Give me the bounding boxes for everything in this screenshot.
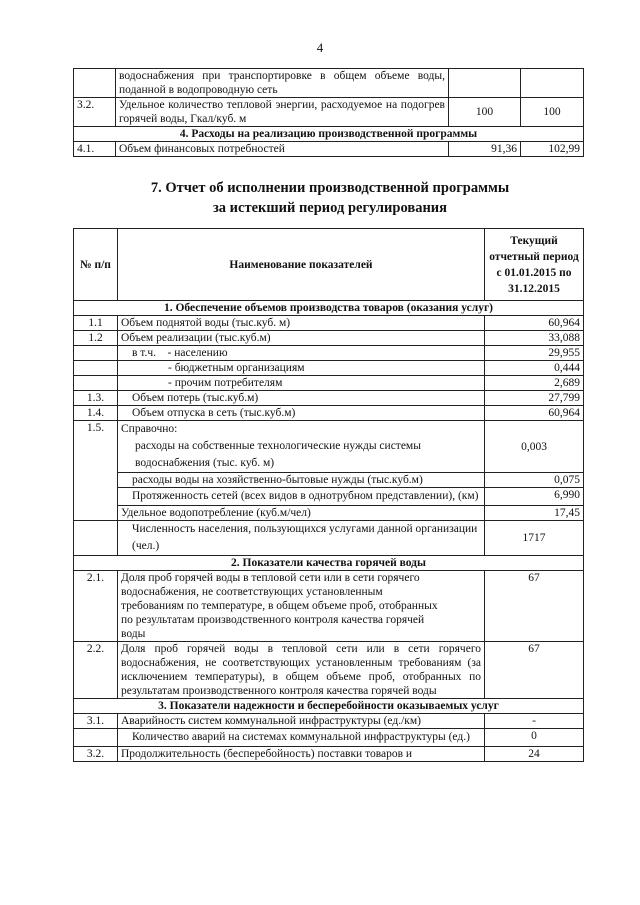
row-num: 4.1. <box>74 142 116 157</box>
row-num <box>74 346 118 361</box>
row-name: Объем финансовых потребностей <box>116 142 449 157</box>
section-row <box>74 556 584 571</box>
table-row <box>74 747 584 762</box>
row-value <box>449 69 521 98</box>
page-number: 4 <box>316 40 324 55</box>
row-value <box>521 69 584 98</box>
section-row <box>74 699 584 714</box>
row-value: 100 <box>521 98 584 127</box>
row-name: Объем поднятой воды (тыс.куб. м) <box>118 316 485 331</box>
row-name: Объем отпуска в сеть (тыс.куб.м) <box>118 406 485 421</box>
table-row <box>74 488 584 506</box>
row-num <box>74 521 118 556</box>
table-row <box>74 69 584 98</box>
row-num: 3.2. <box>74 98 116 127</box>
row-num: 2.1. <box>74 571 118 642</box>
section-title: 3. Показатели надежности и бесперебойности оказываемых услуг <box>74 699 584 714</box>
table-row <box>74 316 584 331</box>
table-row <box>74 361 584 376</box>
row-name: - бюджетным организациям <box>118 361 485 376</box>
top-table <box>73 68 584 157</box>
table-row <box>74 98 584 127</box>
row-value: 2,689 <box>485 376 584 391</box>
row-name: водоснабжения при транспортировке в общем объеме воды, поданной в водопроводную сеть <box>116 69 449 98</box>
section-row <box>74 127 584 142</box>
row-value: 67 <box>485 642 584 699</box>
row-name: в т.ч. - населению <box>118 346 485 361</box>
row-name <box>118 421 485 473</box>
section-heading <box>0 178 640 218</box>
table-row <box>74 571 584 642</box>
table-row <box>74 473 584 488</box>
row-num: 2.2. <box>74 642 118 699</box>
table-row <box>74 714 584 729</box>
row-name: Продолжительность (бесперебойность) поставки товаров и <box>118 747 485 762</box>
row-value: 60,964 <box>485 316 584 331</box>
row-value: 102,99 <box>521 142 584 157</box>
row-num <box>74 361 118 376</box>
header-period: Текущий отчетный период с 01.01.2015 по 31.12.2015 <box>485 229 584 301</box>
row-value: 0,075 <box>485 473 584 488</box>
row-name: Численность населения, пользующихся услугами данной организации (чел.) <box>118 521 485 556</box>
row-num <box>74 69 116 98</box>
table-row <box>74 331 584 346</box>
table-row <box>74 729 584 747</box>
main-table <box>73 228 584 762</box>
table-row <box>74 376 584 391</box>
own-needs-label: расходы на собственные технологические нужды системы водоснабжения (тыс. куб. м) <box>135 440 421 469</box>
row-value: 27,799 <box>485 391 584 406</box>
row-name: Удельное водопотребление (куб.м/чел) <box>118 506 485 521</box>
header-name: Наименование показателей <box>118 229 485 301</box>
row-name: расходы воды на хозяйственно-бытовые нужды (тыс.куб.м) <box>118 473 485 488</box>
table-row <box>74 142 584 157</box>
table-row <box>74 421 584 473</box>
header-row <box>74 229 584 301</box>
row-num: 1.4. <box>74 406 118 421</box>
row-value: 91,36 <box>449 142 521 157</box>
row-num <box>74 729 118 747</box>
heading-line-2: за истекший период регулирования <box>212 200 448 216</box>
row-name: Доля проб горячей воды в тепловой сети или в сети горячего водоснабжения, не соответствующих установленным требованиям (за исключением температуры), в общем объеме проб, отобранных по результатам производственного контроля качества горячей воды <box>118 642 485 699</box>
row-value: 24 <box>485 747 584 762</box>
row-name: Протяженность сетей (всех видов в однотрубном представлении), (км) <box>118 488 485 506</box>
row-name: Объем потерь (тыс.куб.м) <box>118 391 485 406</box>
row-num: 1.3. <box>74 391 118 406</box>
row-num: 1.1 <box>74 316 118 331</box>
row-value: 33,088 <box>485 331 584 346</box>
table-row <box>74 521 584 556</box>
row-num: 3.1. <box>74 714 118 729</box>
row-value: 67 <box>485 571 584 642</box>
row-value: 0,444 <box>485 361 584 376</box>
row-num: 1.2 <box>74 331 118 346</box>
section-title: 1. Обеспечение объемов производства товаров (оказания услуг) <box>74 301 584 316</box>
row-name: Удельное количество тепловой энергии, расходуемое на подогрев горячей воды, Гкал/куб. м <box>116 98 449 127</box>
row-value: 29,955 <box>485 346 584 361</box>
row-value: 100 <box>449 98 521 127</box>
table-row <box>74 642 584 699</box>
table-row <box>74 391 584 406</box>
section-title: 2. Показатели качества горячей воды <box>74 556 584 571</box>
row-name: Количество аварий на системах коммунальной инфраструктуры (ед.) <box>118 729 485 747</box>
row-value: 17,45 <box>485 506 584 521</box>
reference-label: Справочно: <box>121 423 178 435</box>
header-num: № п/п <box>74 229 118 301</box>
row-value: 0 <box>485 729 584 747</box>
heading-line-1: 7. Отчет об исполнении производственной программы <box>150 180 510 196</box>
table-row <box>74 506 584 521</box>
row-name: - прочим потребителям <box>118 376 485 391</box>
row-num <box>74 376 118 391</box>
row-value: 6,990 <box>485 488 584 506</box>
row-name: Аварийность систем коммунальной инфраструктуры (ед./км) <box>118 714 485 729</box>
section-title: 4. Расходы на реализацию производственной программы <box>74 127 584 142</box>
row-name: Объем реализации (тыс.куб.м) <box>118 331 485 346</box>
row-value: 60,964 <box>485 406 584 421</box>
row-name: Доля проб горячей воды в тепловой сети или в сети горячего водоснабжения, не соответствующих установленным требованиям по температуре, в общем объеме проб, отобранных по результатам производственного контроля качества горячей воды <box>118 571 485 642</box>
section-row <box>74 301 584 316</box>
row-value: 1717 <box>485 521 584 556</box>
table-row <box>74 346 584 361</box>
row-num: 1.5. <box>74 421 118 521</box>
table-row <box>74 406 584 421</box>
row-value: - <box>485 714 584 729</box>
row-value: 0,003 <box>485 421 584 473</box>
row-num: 3.2. <box>74 747 118 762</box>
